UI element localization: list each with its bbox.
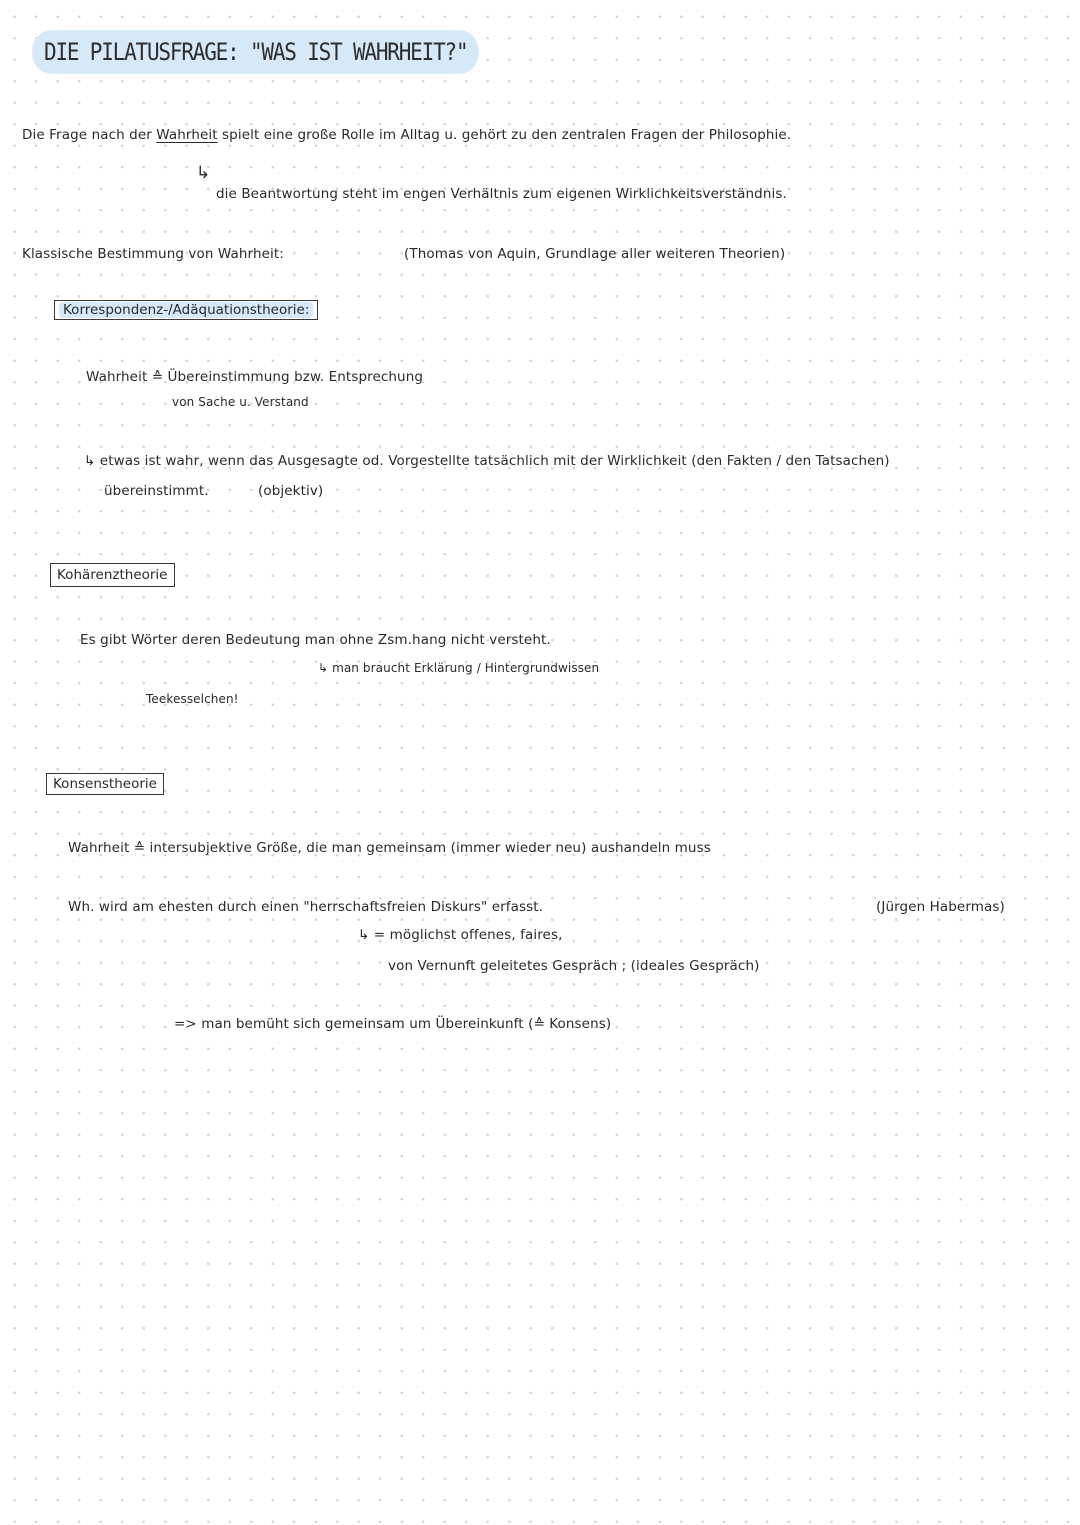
- intro-word-frage: Frage: [49, 127, 88, 143]
- intro-text-mid: nach der: [91, 127, 152, 143]
- konsens-definition: Wahrheit ≙ intersubjektive Größe, die man gemeinsam (immer wieder neu) aushandeln muss: [68, 840, 711, 856]
- konsens-conclusion: => man bemüht sich gemeinsam um Übereinkunft (≙ Konsens): [174, 1016, 612, 1032]
- kohaerenz-heading: Kohärenztheorie: [50, 563, 175, 587]
- intro-subline: die Beantwortung steht im engen Verhältnis zum eigenen Wirklichkeitsverständnis.: [216, 186, 787, 202]
- korrespondenz-objektiv: (objektiv): [258, 483, 324, 499]
- korrespondenz-explanation-cont: übereinstimmt.: [104, 483, 209, 499]
- intro-word-wahrheit: Wahrheit: [156, 127, 218, 143]
- intro-text-end: spielt eine große Rolle im Alltag u. gehört zu den zentralen Fragen der Philosophie.: [222, 127, 792, 143]
- kohaerenz-line: Es gibt Wörter deren Bedeutung man ohne Zsm.hang nicht versteht.: [80, 632, 551, 648]
- korrespondenz-definition-cont: von Sache u. Verstand: [172, 395, 309, 409]
- klassisch-label: Klassische Bestimmung von Wahrheit:: [22, 246, 284, 262]
- korrespondenz-definition: Wahrheit ≙ Übereinstimmung bzw. Entsprechung: [86, 369, 424, 385]
- page-title: DIE PILATUSFRAGE: "WAS IST WAHRHEIT?": [32, 30, 479, 74]
- konsens-heading: [46, 773, 164, 795]
- intro-text-start: Die: [22, 127, 45, 143]
- arrow-icon: ↳: [196, 163, 211, 183]
- kohaerenz-example: Teekesselchen!: [146, 692, 239, 706]
- konsens-diskurs-explanation: ↳ = möglichst offenes, faires,: [358, 927, 563, 943]
- konsens-diskurs-explanation-cont: von Vernunft geleitetes Gespräch ; (ideales Gespräch): [388, 958, 760, 974]
- korrespondenz-explanation: ↳ etwas ist wahr, wenn das Ausgesagte od. Vorgestellte tatsächlich mit der Wirklichkeit (den Fakten / den Tatsachen): [84, 453, 890, 469]
- kohaerenz-explanation: ↳ man braucht Erklärung / Hintergrundwissen: [318, 661, 600, 675]
- konsens-heading-text: Konsenstheorie: [53, 776, 157, 792]
- konsens-diskurs: Wh. wird am ehesten durch einen "herrschaftsfreien Diskurs" erfasst.: [68, 899, 544, 915]
- intro-line: [22, 127, 791, 143]
- konsens-author: (Jürgen Habermas): [876, 899, 1005, 915]
- korrespondenz-heading-text: Korrespondenz-/Adäquationstheorie:: [59, 302, 313, 318]
- klassisch-source: (Thomas von Aquin, Grundlage aller weiteren Theorien): [404, 246, 786, 262]
- korrespondenz-heading: [54, 300, 318, 320]
